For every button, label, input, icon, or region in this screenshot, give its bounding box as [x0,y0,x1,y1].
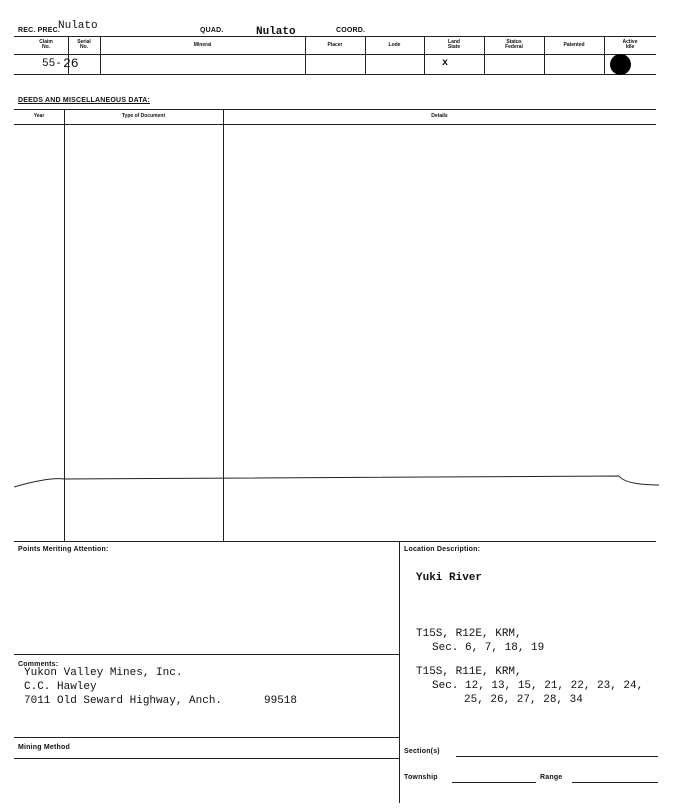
township-label: Township [404,774,438,781]
col-lode: Lode [388,42,401,48]
location-block2-line1: T15S, R11E, KRM, [416,666,522,678]
lower-center-divider [399,541,400,803]
deeds-bottom-rule [14,541,656,542]
claim-header-rule [14,54,656,55]
deeds-top-rule [14,109,656,110]
rec-prec-value: Nulato [58,20,98,32]
claim-bottom-rule [14,74,656,75]
page-fold-line [14,465,659,490]
col-status-federal: Status Federal [505,39,523,50]
col-claim-no: Claim No. [39,39,53,50]
header-rule [14,36,656,37]
location-block1-line2: Sec. 6, 7, 18, 19 [432,642,545,654]
location-block1-line1: T15S, R12E, KRM, [416,628,522,640]
location-block2-line3: 25, 26, 27, 28, 34 [464,694,583,706]
col-placer: Placer [327,42,343,48]
comments-top-rule [14,654,399,655]
col-details: Details [431,113,448,119]
col-type-of-document: Type of Document [121,113,166,119]
col-land-state: Land State [447,39,461,50]
location-description-label: Location Description: [404,546,481,553]
col-mineral: Mineral [193,42,212,48]
deeds-header-rule [14,124,656,125]
points-meriting-attention-label: Points Meriting Attention: [18,546,109,553]
comments-company: Yukon Valley Mines, Inc. [24,667,183,679]
mining-method-label: Mining Method [18,744,70,751]
claim-no-value: 55- [42,58,62,70]
quad-label: QUAD. [200,27,224,34]
deeds-section-title: DEEDS AND MISCELLANEOUS DATA: [18,97,151,104]
col-patented: Patented [563,42,585,48]
comments-zip: 99518 [264,695,298,707]
serial-no-value: 26 [63,56,79,71]
land-state-mark: x [442,58,449,69]
coord-label: COORD. [336,27,366,34]
mining-method-top-rule [14,737,399,738]
range-field-line [572,782,658,783]
comments-address: 7011 Old Seward Highway, Anch. [24,695,223,707]
active-idle-filled-dot [610,54,631,75]
quad-value: Nulato [256,26,296,38]
sections-field-line [456,756,658,757]
range-label: Range [540,774,563,781]
comments-contact: C.C. Hawley [24,681,97,693]
sections-label: Section(s) [404,748,440,755]
comments-label: Comments: [18,661,59,668]
col-serial-no: Serial No. [77,39,91,50]
township-field-line [452,782,536,783]
col-active-idle: Active Idle [622,39,638,50]
mining-method-rule [14,758,399,759]
location-block2-line2: Sec. 12, 13, 15, 21, 22, 23, 24, [432,680,644,692]
col-year: Year [33,113,45,119]
rec-prec-label: REC. PREC. [18,27,61,34]
location-river: Yuki River [416,572,483,584]
